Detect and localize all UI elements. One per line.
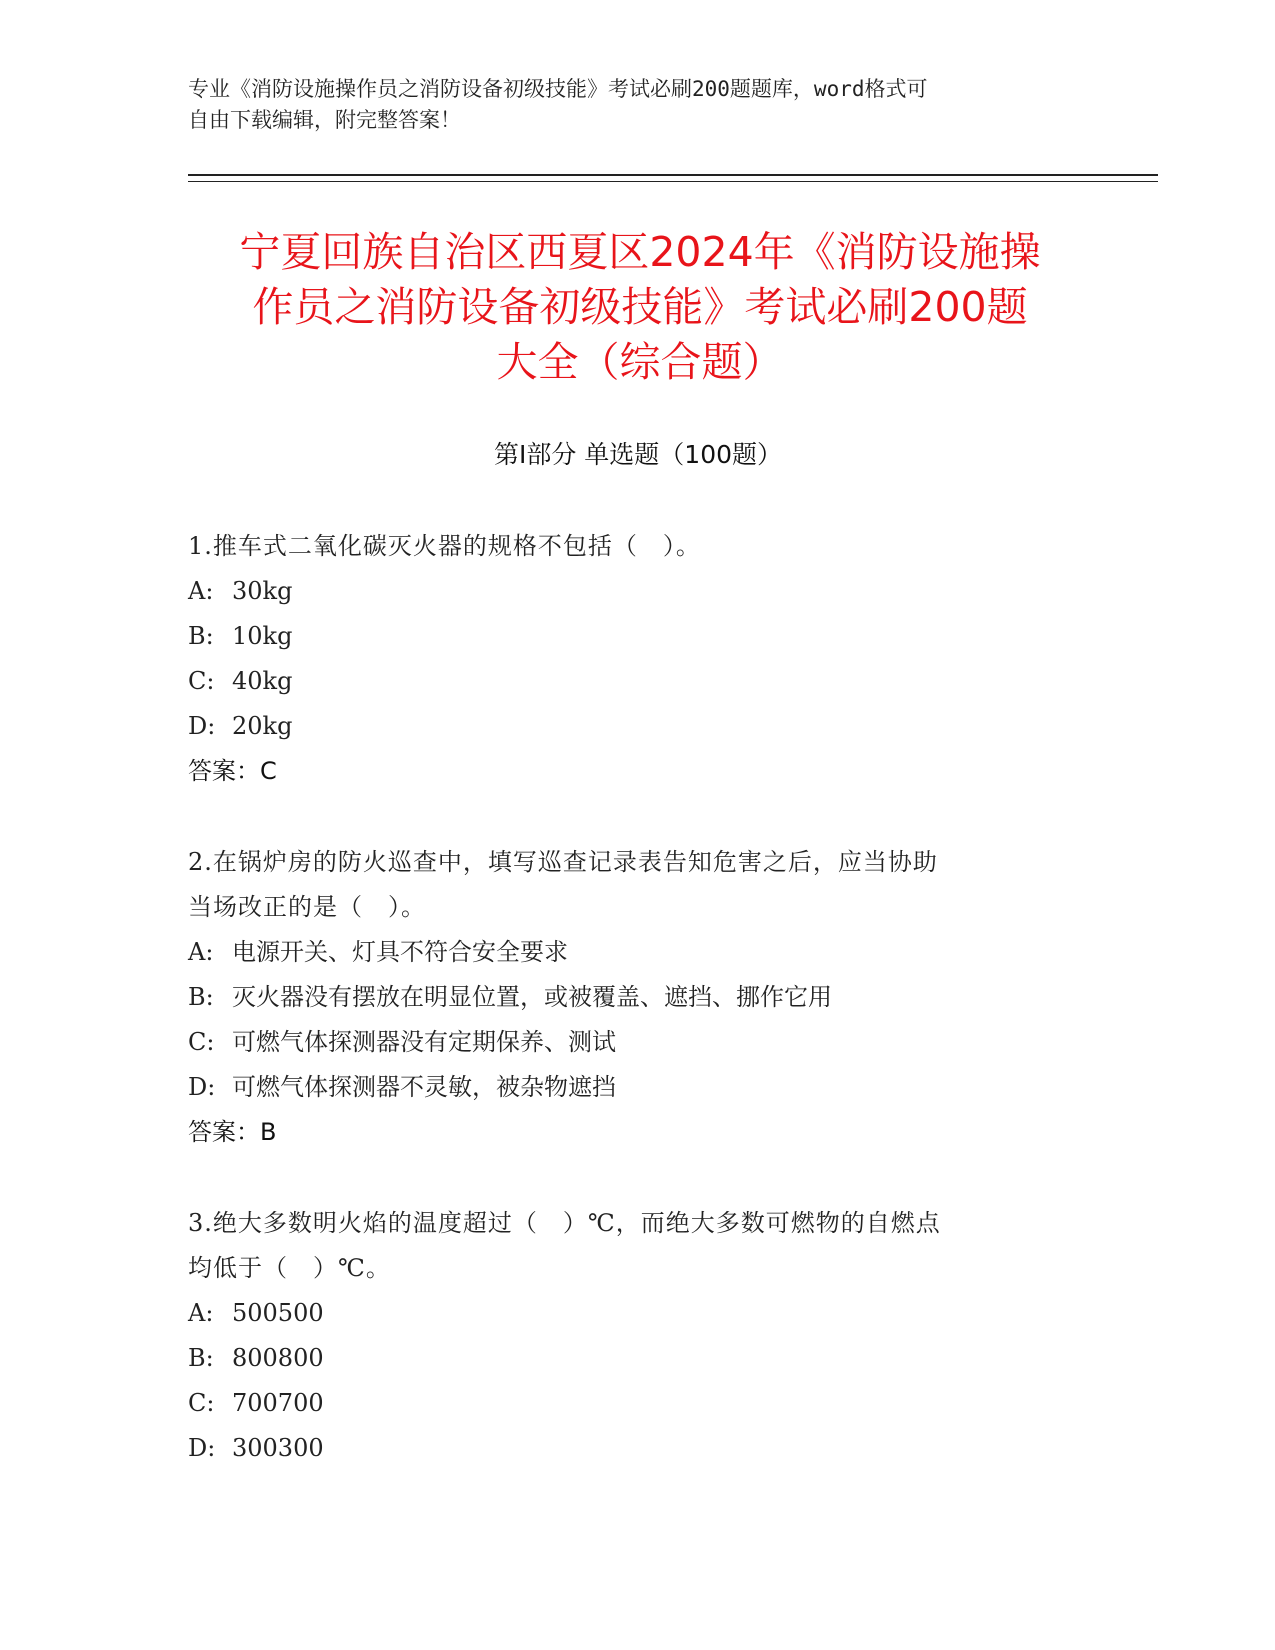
option-a: A: 500500 [188, 1299, 324, 1327]
header-divider-thick [188, 174, 1158, 176]
option-c: C: 可燃气体探测器没有定期保养、测试 [188, 1028, 616, 1056]
option-a: A: 30kg [188, 577, 293, 605]
title-line: 作员之消防设备初级技能》考试必刷200题 [252, 283, 1028, 331]
option-b: B: 10kg [188, 622, 293, 650]
question-text: 当场改正的是（ ）。 [188, 893, 426, 921]
answer: 答案：C [188, 757, 277, 785]
header-note-line: 专业《消防设施操作员之消防设备初级技能》考试必刷200题题库，word格式可 [188, 77, 928, 101]
question-text: 2.在锅炉房的防火巡查中，填写巡查记录表告知危害之后，应当协助 [188, 848, 938, 876]
question-2 [188, 840, 1068, 1155]
option-b: B: 800800 [188, 1344, 324, 1372]
header-note-line: 自由下载编辑，附完整答案！ [188, 108, 461, 132]
title-line: 宁夏回族自治区西夏区2024年《消防设施操 [239, 228, 1041, 276]
header-divider-thin [188, 181, 1158, 182]
answer: 答案：B [188, 1118, 277, 1146]
option-d: D: 可燃气体探测器不灵敏，被杂物遮挡 [188, 1073, 616, 1101]
option-b: B: 灭火器没有摆放在明显位置，或被覆盖、遮挡、挪作它用 [188, 983, 832, 1011]
title-line: 大全（综合题） [496, 338, 784, 386]
option-d: D: 300300 [188, 1434, 324, 1462]
section-title: 第Ⅰ部分 单选题（100题） [493, 440, 783, 469]
option-d: D: 20kg [188, 712, 293, 740]
question-text: 1.推车式二氧化碳灭火器的规格不包括（ ）。 [188, 532, 701, 560]
header-note [188, 74, 1068, 136]
question-text: 3.绝大多数明火焰的温度超过（ ）℃，而绝大多数可燃物的自燃点 [188, 1209, 941, 1237]
question-3 [188, 1201, 1068, 1471]
question-text: 均低于（ ）℃。 [188, 1254, 391, 1282]
option-a: A: 电源开关、灯具不符合安全要求 [188, 938, 568, 966]
question-1 [188, 524, 1068, 794]
document-title [175, 225, 1105, 390]
option-c: C: 40kg [188, 667, 293, 695]
option-c: C: 700700 [188, 1389, 324, 1417]
